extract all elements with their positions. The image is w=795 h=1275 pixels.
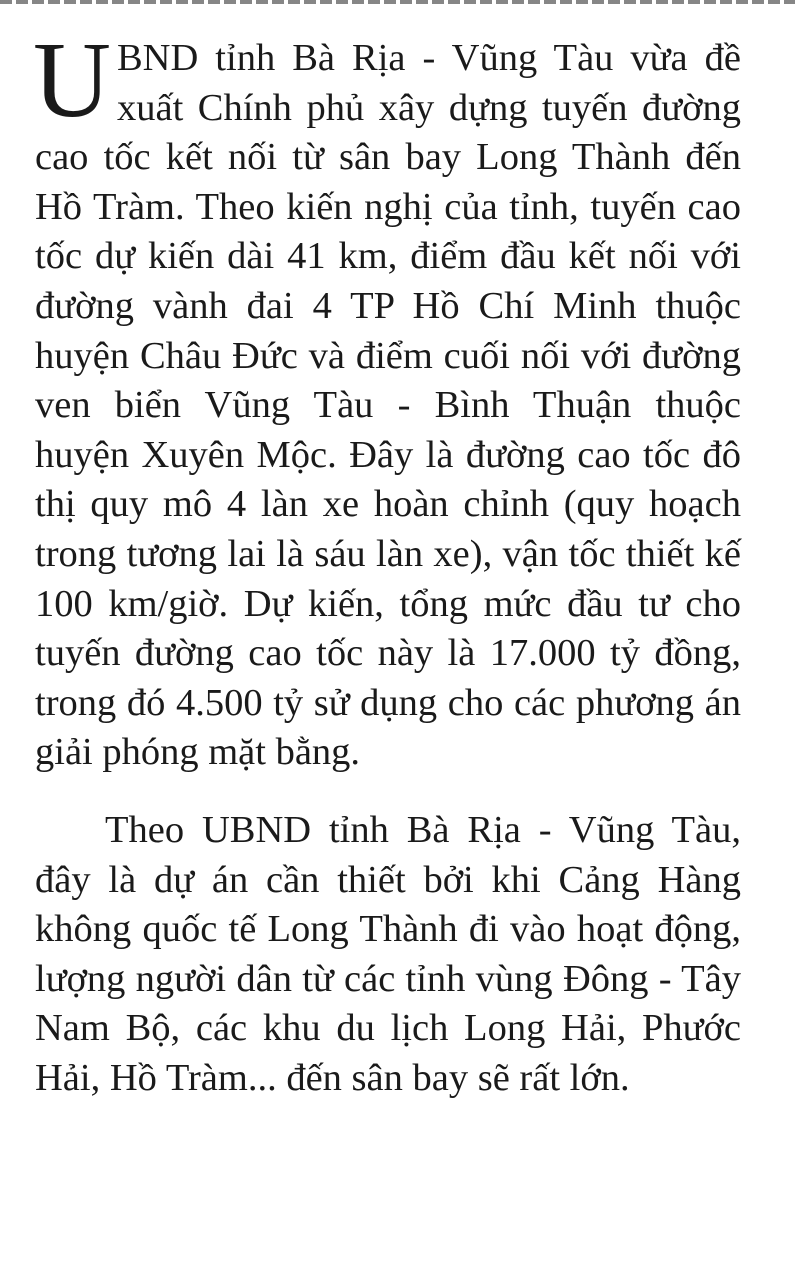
paragraph-1-text: BND tỉnh Bà Rịa - Vũng Tàu vừa đề xuất Chính phủ xây dựng tuyến đường cao tốc kết nối từ sân bay Long Thành đến Hồ Tràm. Theo kiến nghị của tỉnh, tuyến cao tốc dự kiến dài 41 km, điểm đầu kết nối với đường vành đai 4 TP Hồ Chí Minh thuộc huyện Châu Đức và điểm cuối nối với đường ven biển Vũng Tàu - Bình Thuận thuộc huyện Xuyên Mộc. Đây là đường cao tốc đô thị quy mô 4 làn xe hoàn chỉnh (quy hoạch trong tương lai là sáu làn xe), vận tốc thiết kế 100 km/giờ. Dự kiến, tổng mức đầu tư cho tuyến đường cao tốc này là 17.000 tỷ đồng, trong đó 4.500 tỷ sử dụng cho các phương án giải phóng mặt bằng. xyxy=(35,37,741,774)
paragraph-1 xyxy=(33,21,741,778)
paragraph-2: Theo UBND tỉnh Bà Rịa - Vũng Tàu, đây là dự án cần thiết bởi khi Cảng Hàng không quốc tế Long Thành đi vào hoạt động, lượng người dân từ các tỉnh vùng Đông - Tây Nam Bộ, các khu du lịch Long Hải, Phước Hải, Hồ Tràm... đến sân bay sẽ rất lớn. xyxy=(35,808,741,1099)
top-rule xyxy=(0,0,795,4)
article-body xyxy=(33,21,741,1103)
drop-cap: U xyxy=(33,21,111,140)
